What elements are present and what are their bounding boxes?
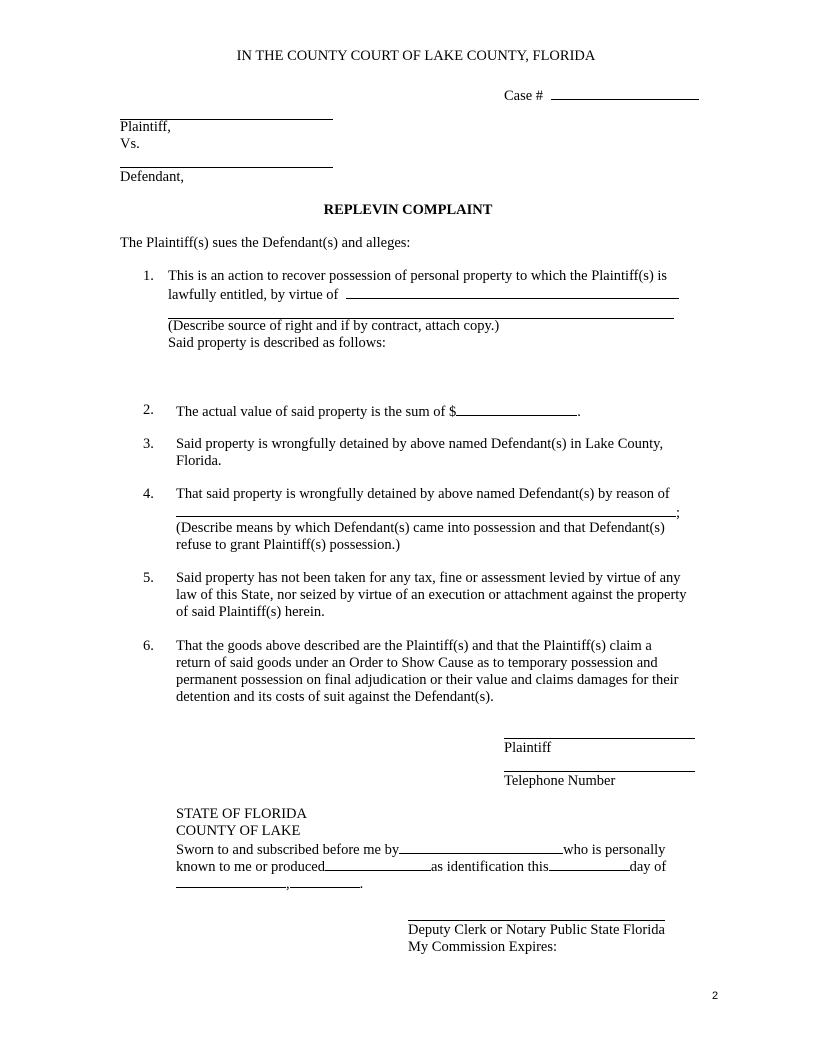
right-source-blank[interactable] — [346, 285, 679, 299]
court-title: IN THE COUNTY COURT OF LAKE COUNTY, FLORIDA — [236, 48, 596, 64]
affiant-name-blank[interactable] — [399, 840, 563, 854]
case-number-label: Case # — [504, 88, 544, 104]
paragraph-6-line3: permanent possession on final adjudication or their value and claims damages for their — [176, 672, 679, 688]
paragraph-1-line3: Said property is described as follows: — [168, 335, 386, 351]
sworn-prefix: Sworn to and subscribed before me by — [176, 842, 400, 858]
page-number: 2 — [712, 990, 719, 1002]
paragraph-1-number: 1. — [143, 268, 154, 284]
paragraph-2-text — [176, 402, 581, 421]
defendant-name-blank[interactable] — [120, 167, 333, 168]
paragraph-4-hint1: (Describe means by which Defendant(s) came into possession and that Defendant(s) — [176, 520, 665, 536]
paragraph-3-number: 3. — [143, 436, 154, 452]
date-period: . — [359, 876, 364, 892]
paragraph-3-line2: Florida. — [176, 453, 222, 469]
property-value-blank[interactable] — [456, 402, 577, 416]
paragraph-6-line4: detention and its costs of suit against the Defendant(s). — [176, 689, 494, 705]
known-prefix: known to me or produced — [176, 859, 325, 875]
paragraph-5-line1: Said property has not been taken for any tax, fine or assessment levied by virtue of any — [176, 570, 681, 586]
paragraph-5-line3: of said Plaintiff(s) herein. — [176, 604, 325, 620]
defendant-label: Defendant, — [120, 169, 185, 185]
paragraph-2-line: The actual value of said property is the sum of $ — [176, 404, 457, 420]
month-blank[interactable] — [176, 874, 286, 888]
document-title: REPLEVIN COMPLAINT — [323, 202, 493, 218]
clerk-label: Deputy Clerk or Notary Public State Florida — [408, 922, 665, 938]
paragraph-5-number: 5. — [143, 570, 154, 586]
paragraph-4-line1: That said property is wrongfully detained by above named Defendant(s) by reason of — [176, 486, 670, 502]
paragraph-1-hint: (Describe source of right and if by contract, attach copy.) — [168, 318, 500, 334]
identification-blank[interactable] — [325, 857, 431, 871]
plaintiff-signature-blank[interactable] — [504, 738, 695, 739]
notary-state: STATE OF FLORIDA — [176, 806, 307, 822]
case-number-field — [504, 86, 699, 105]
clerk-signature-blank[interactable] — [408, 920, 665, 921]
paragraph-6-line2: return of said goods under an Order to Show Cause as to temporary possession and — [176, 655, 658, 671]
commission-label: My Commission Expires: — [408, 939, 558, 955]
year-blank[interactable] — [290, 874, 360, 888]
case-number-blank[interactable] — [551, 86, 699, 100]
paragraph-4-number: 4. — [143, 486, 154, 502]
paragraph-2-end: . — [577, 404, 581, 420]
paragraph-3-line1: Said property is wrongfully detained by above named Defendant(s) in Lake County, — [176, 436, 664, 452]
notary-county: COUNTY OF LAKE — [176, 823, 301, 839]
plaintiff-signature-label: Plaintiff — [504, 740, 552, 756]
versus-label: Vs. — [120, 136, 140, 152]
paragraph-1-line1: This is an action to recover possession of personal property to which the Plaintiff(s) is — [168, 268, 668, 284]
paragraph-5-line2: law of this State, nor seized by virtue of an execution or attachment against the property — [176, 587, 687, 603]
detention-reason-blank[interactable] — [176, 503, 676, 517]
paragraph-2-number: 2. — [143, 402, 154, 418]
known-mid: as identification this — [431, 859, 549, 875]
telephone-blank[interactable] — [504, 771, 695, 772]
plaintiff-label: Plaintiff, — [120, 119, 171, 135]
notary-date-line — [176, 874, 363, 893]
paragraph-4-hint2: refuse to grant Plaintiff(s) possession.) — [176, 537, 401, 553]
date-comma: , — [286, 876, 290, 892]
known-suffix: day of — [629, 859, 667, 875]
sworn-suffix: who is personally — [563, 842, 666, 858]
paragraph-1-line2 — [168, 285, 679, 304]
paragraph-4-semicolon: ; — [676, 505, 681, 521]
day-blank[interactable] — [549, 857, 630, 871]
intro-text: The Plaintiff(s) sues the Defendant(s) and alleges: — [120, 235, 411, 251]
telephone-label: Telephone Number — [504, 773, 616, 789]
paragraph-6-number: 6. — [143, 638, 154, 654]
paragraph-1-line2-text: lawfully entitled, by virtue of — [168, 287, 339, 303]
paragraph-6-line1: That the goods above described are the Plaintiff(s) and that the Plaintiff(s) claim a — [176, 638, 652, 654]
